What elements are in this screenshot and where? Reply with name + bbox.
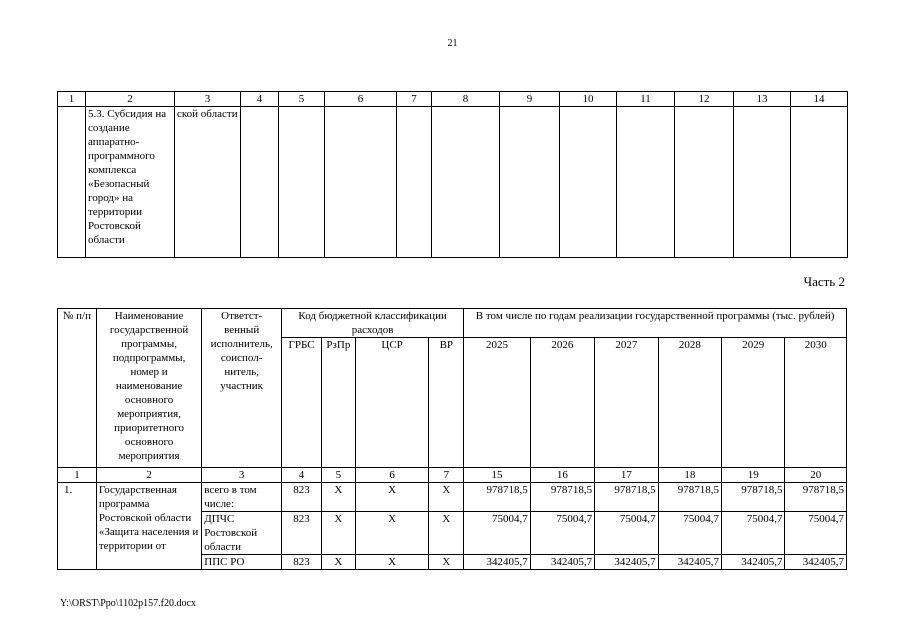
header-year-2030: 2030 <box>785 338 847 468</box>
header-grbs: ГРБС <box>282 338 322 468</box>
table-row <box>58 107 848 258</box>
col-number: 8 <box>432 92 500 107</box>
col-number: 12 <box>675 92 734 107</box>
col-number: 16 <box>530 468 594 483</box>
amount-2029: 342405,7 <box>722 555 785 570</box>
col-number: 2 <box>96 468 201 483</box>
csr-value: Х <box>355 555 429 570</box>
col-number: 7 <box>397 92 432 107</box>
header-csr: ЦСР <box>355 338 429 468</box>
col-number: 5 <box>279 92 325 107</box>
col-number: 3 <box>202 468 282 483</box>
vr-value: Х <box>429 512 464 555</box>
grbs-value: 823 <box>282 512 322 555</box>
amount-2030: 342405,7 <box>785 555 847 570</box>
column-numbers-row <box>58 92 848 107</box>
col-number: 6 <box>355 468 429 483</box>
row-number: 1. <box>58 483 97 570</box>
amount-2029: 978718,5 <box>722 483 785 512</box>
amount-2028: 75004,7 <box>658 512 721 555</box>
executor: ППС РО <box>202 555 282 570</box>
col-number: 18 <box>658 468 721 483</box>
amount-2025: 75004,7 <box>464 512 531 555</box>
amount-2030: 978718,5 <box>785 483 847 512</box>
executor-continuation: ской области <box>175 107 241 258</box>
col-number: 1 <box>58 92 86 107</box>
rzpr-value: Х <box>321 483 355 512</box>
col-number: 13 <box>734 92 791 107</box>
page-number: 21 <box>447 38 458 49</box>
amount-2027: 342405,7 <box>595 555 658 570</box>
header-year-2029: 2029 <box>722 338 785 468</box>
header-year-2026: 2026 <box>530 338 594 468</box>
vr-value: Х <box>429 483 464 512</box>
col-number: 7 <box>429 468 464 483</box>
amount-2027: 978718,5 <box>595 483 658 512</box>
col-number: 4 <box>282 468 322 483</box>
executor: ДПЧС Ростовской области <box>202 512 282 555</box>
header-row <box>58 309 847 338</box>
header-years: В том числе по годам реализации государственной программы (тыс. рублей) <box>464 309 847 338</box>
csr-value: Х <box>355 483 429 512</box>
header-year-2027: 2027 <box>595 338 658 468</box>
rzpr-value: Х <box>321 555 355 570</box>
col-number: 11 <box>617 92 675 107</box>
col-number: 17 <box>595 468 658 483</box>
header-rzpr: РзПр <box>321 338 355 468</box>
vr-value: Х <box>429 555 464 570</box>
col-number: 6 <box>325 92 397 107</box>
col-number: 20 <box>785 468 847 483</box>
col-number: 5 <box>321 468 355 483</box>
rzpr-value: Х <box>321 512 355 555</box>
amount-2030: 75004,7 <box>785 512 847 555</box>
col-number: 15 <box>464 468 531 483</box>
column-numbers-row <box>58 468 847 483</box>
amount-2026: 342405,7 <box>530 555 594 570</box>
amount-2026: 75004,7 <box>530 512 594 555</box>
header-num: № п/п <box>58 309 97 468</box>
amount-2025: 978718,5 <box>464 483 531 512</box>
header-year-2028: 2028 <box>658 338 721 468</box>
program-name: Государственная программа Ростовской области «Защита населения и территории от <box>96 483 201 570</box>
header-year-2025: 2025 <box>464 338 531 468</box>
header-executor: Ответст-венный исполнитель, соиспол-нитель, участник <box>202 309 282 468</box>
col-number: 10 <box>560 92 617 107</box>
col-number: 2 <box>86 92 175 107</box>
amount-2028: 978718,5 <box>658 483 721 512</box>
col-number: 19 <box>722 468 785 483</box>
col-number: 9 <box>500 92 560 107</box>
amount-2029: 75004,7 <box>722 512 785 555</box>
amount-2027: 75004,7 <box>595 512 658 555</box>
table-continuation <box>57 91 848 258</box>
amount-2025: 342405,7 <box>464 555 531 570</box>
col-number: 3 <box>175 92 241 107</box>
csr-value: Х <box>355 512 429 555</box>
header-name: Наименование государственной программы, подпрограммы, номер и наименование основного мероприятия, приоритетного основного мероприятия <box>96 309 201 468</box>
col-number: 14 <box>791 92 848 107</box>
grbs-value: 823 <box>282 555 322 570</box>
executor: всего в том числе: <box>202 483 282 512</box>
grbs-value: 823 <box>282 483 322 512</box>
table-part-2 <box>57 308 847 570</box>
col-number: 1 <box>58 468 97 483</box>
part-label: Часть 2 <box>803 274 845 289</box>
col-number: 4 <box>241 92 279 107</box>
subsidy-description: 5.3. Субсидия на создание аппаратно-программного комплекса «Безопасный город» на территории Ростовской области <box>86 107 175 258</box>
amount-2026: 978718,5 <box>530 483 594 512</box>
header-budget-code: Код бюджетной классификации расходов <box>282 309 464 338</box>
amount-2028: 342405,7 <box>658 555 721 570</box>
header-vr: ВР <box>429 338 464 468</box>
table-row <box>58 483 847 512</box>
file-path-footer: Y:\ORST\Ppo\1102p157.f20.docx <box>60 598 196 609</box>
